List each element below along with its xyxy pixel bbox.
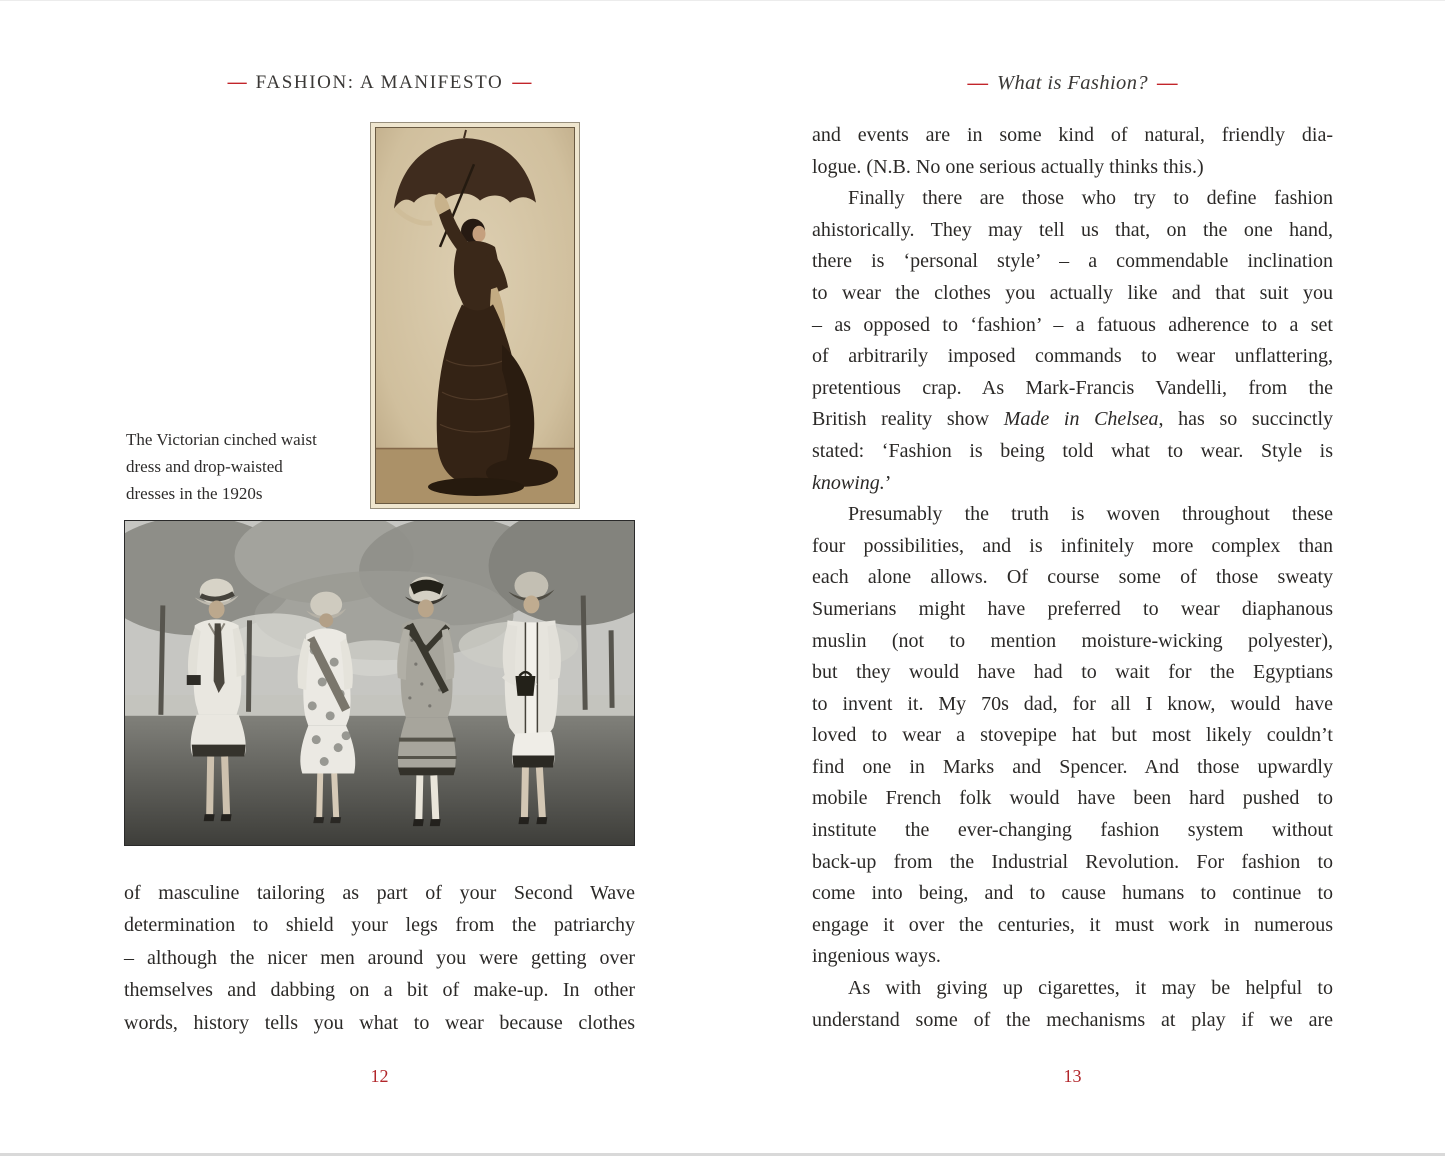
header-dash-icon: — [1157, 72, 1178, 94]
right-header-title: What is Fashion? [996, 72, 1149, 94]
left-body-text: of masculine tailoring as part of your Second Wave determination to shield your legs from the patriarchy – although the nicer men around you were getting over themselves and dabbing on a bit of make-up. In other words, history tells you what to wear because clothes [124, 882, 635, 1034]
header-dash-icon: — [227, 72, 247, 93]
right-page [812, 0, 1333, 1156]
left-running-head [124, 72, 635, 94]
figure-caption: The Victorian cinched waist dress and drop-waisted dresses in the 1920s [126, 430, 317, 503]
left-page-number: 12 [370, 1066, 389, 1086]
header-dash-icon: — [512, 72, 532, 93]
twenties-photo-art [125, 521, 634, 845]
left-header-title: FASHION: A MANIFESTO [255, 72, 504, 93]
victorian-photo-art [375, 127, 575, 504]
victorian-photo [370, 122, 580, 509]
header-dash-icon: — [967, 72, 988, 94]
right-running-head [812, 72, 1333, 95]
left-page [124, 0, 635, 1156]
twenties-photo [124, 520, 635, 846]
right-page-number: 13 [1063, 1066, 1082, 1086]
right-body-text: and events are in some kind of natural, friendly dia- logue. (N.B. No one serious actually thinks this.) Finally there are those who try to define fashion ahistorically. They may tell us that, on the one hand, there is ‘personal style’ – a commendable inclination to wear the clothes you actually like and that suit you – as opposed to ‘fashion’ – a fatuous adherence to a set of arbitrarily imposed commands to wear unflattering, pretentious crap. As Mark-Francis Vandelli, from the British reality show Made in Chelsea, has so succinctly stated: ‘Fashion is being told what to wear. Style is knowing.’ Presumably the truth is woven throughout these four possibilities, and is infinitely more complex than each alone allows. Of course some of those sweaty Sumerians might have preferred to wear diaphanous muslin (not to mention moisture-wicking polyester), but they would have had to wait for the Egyptians to invent it. My 70s dad, for all I know, would have loved to wear a stovepipe hat but most likely couldn’t find one in Marks and Spencer. And those upwardly mobile French folk would have been hard pushed to institute the ever-changing fashion system without back-up from the Industrial Revolution. For fashion to come into being, and to cause humans to continue to engage it over the centuries, it must work in numerous ingenious ways. As with giving up cigarettes, it may be helpful to understand some of the mechanisms at play if we are [812, 124, 1333, 1031]
